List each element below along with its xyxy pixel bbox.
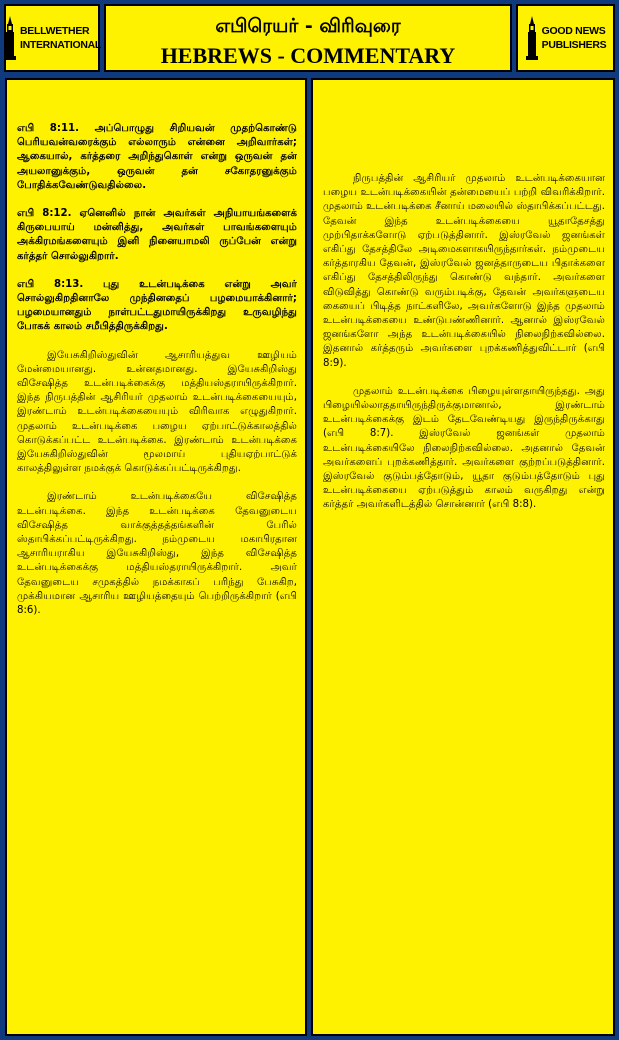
logo-bellwether bbox=[4, 4, 100, 72]
commentary-paragraph: முதலாம் உடன்படிக்கை பிழையுள்ளதாயிருந்தது. அது பிழையில்லாததாயிருந்திருக்குமானால், இரண்டாம் உடன்படிக்கைக்கு இடம் தேடவேண்டியது இருந்திருக்காது (எபி 8:7). இஸ்ரவேல் ஜனங்கள் முதலாம் உடன்படிக்கையிலே நிலைநிற்கவில்லை. அதனால் தேவன் அவர்களைப் புறக்கணித்தார். அவர்களை குற்றப்படுத்தினார். இஸ்ரவேல் குடும்பத்தோடும், யூதா குடும்பத்தோடும் புது உடன்படிக்கையை ஏற்படுத்தும் காலம் வருகிறது என்று கர்த்தர் அவர்களிடத்தில் சொன்னார் (எபி 8:8). bbox=[323, 385, 605, 511]
verse-8-11: எபி 8:11. அப்பொழுது சிறியவன் முதற்கொண்டு பெரியவன்வரைக்கும் எல்லாரும் என்னை அறிவார்கள்; ஆகையால், கர்த்தரை அறிந்துகொள் என்று ஒருவன் தன் அயலானுக்கும், ஒருவன் தன் சகோதரனுக்கும் போதிக்கவேண்டுவதில்லை. bbox=[17, 123, 297, 191]
commentary-paragraph: இரண்டாம் உடன்படிக்கையே விசேஷித்த உடன்படிக்கை. இந்த உடன்படிக்கை தேவனுடைய விசேஷித்த வாக்குத்தத்தங்களின் பேரில் ஸ்தாபிக்கப்பட்டிருக்கிறது. நம்முடைய மகாபிரதான ஆசாரியராகிய இயேசுகிறிஸ்து, இந்த விசேஷித்த உடன்படிக்கைக்கு மத்தியஸ்தராயிருக்கிறார். அவர் தேவனுடைய சமுகத்தில் நமக்காகப் பரிந்து பேசுகிற, முக்கியமான ஆசாரிய ஊழியத்தையும் பெற்றிருக்கிறார் (எபி 8:6). bbox=[17, 491, 297, 617]
title-box bbox=[104, 4, 512, 72]
logo-left-line1: BELLWETHER bbox=[19, 25, 90, 37]
commentary-paragraph: நிருபத்தின் ஆசிரியர் முதலாம் உடன்படிக்கையான பழைய உடன்படிக்கையின் தன்மையைப் பற்றி விவரிக்கிறார். முதலாம் உடன்படிக்கை சீனாய் மலையில் ஸ்தாபிக்கப்பட்டது. தேவன் இந்த உடன்படிக்கையை யூதாதேசத்து முற்பிதாக்களோடு ஏற்படுத்தினார். இஸ்ரவேல் ஜனங்கள் எகிப்து தேசத்திலே அடிமைகளாகயிருந்தார்கள். நம்முடைய கர்த்தாரகிய தேவன், இஸ்ரவேல் ஜனத்தாருடைய பிதாக்களை எகிப்து தேசத்திலிருந்து கொண்டு வந்தார். அவர்களை விடுவித்து கொண்டு வரும்படிக்கு, தேவன் அவர்களுடைய கையைப் பிடித்த நாட்களிலே, அவர்களோடு இந்த முதலாம் உடன்படிக்கையை உண்டுபண்ணினார். ஆனால் இஸ்ரவேல் ஜனங்களோ அந்த உடன்படிக்கையில் நிலைநிற்கவில்லை. இதனால் கர்த்தரும் அவர்களை புறக்கணித்துவிட்டார் (எபி 8:9). bbox=[323, 173, 605, 369]
logo-right-line1: GOOD NEWS bbox=[541, 25, 606, 37]
verse-8-12: எபி 8:12. ஏனெனில் நான் அவர்கள் அநியாயங்களைக் கிருபையாய் மன்னித்து, அவர்கள் பாவங்களையும் அக்கிரமங்களையும் இனி நினையாமலி ருப்பேன் என்று கர்த்தர் சொல்லுகிறார். bbox=[17, 208, 297, 262]
left-column bbox=[5, 78, 307, 1036]
logo-good-news bbox=[516, 4, 615, 72]
verse-8-13: எபி 8:13. புது உடன்படிக்கை என்று அவர் சொல்லுகிறதினாலே முந்தினதைப் பழமையாக்கினார்; பழமையானதும் நாள்பட்டதுமாயிருக்கிறது உருவழிந்து போகக் காலம் சமீபித்திருக்கிறது. bbox=[17, 278, 297, 333]
page-title-english: HEBREWS - COMMENTARY bbox=[160, 43, 456, 68]
page-title-tamil: எபிரெயர் - விரிவுரை bbox=[215, 15, 401, 37]
bell-tower-icon bbox=[3, 16, 17, 60]
commentary-paragraph: இயேசுகிறிஸ்துவின் ஆசாரியத்துவ ஊழியம் மேன்மையானது. உன்னதமானது. இயேசுகிறிஸ்து விசேஷித்த உடன்படிக்கைக்கு மத்தியஸ்தராயிருக்கிறார். இந்த நிருபத்தின் ஆசிரியர் முதலாம் உடன்படிக்கையையும், இரண்டாம் உடன்படிக்கையையும் விரிவாக எழுதுகிறார். முதலாம் உடன்படிக்கை பழைய ஏற்பாட்டுக்காலத்தில் கொடுக்கப்பட்ட உடன்படிக்கை. இரண்டாம் உடன்படிக்கை இயேசுகிறிஸ்துவின் மூலமாய் புதியஏற்பாட்டுக் காலத்திலுள்ள நமக்குக் கொடுக்கப்பட்டிருக்கிறது. bbox=[17, 349, 297, 475]
bell-tower-icon bbox=[525, 16, 539, 60]
logo-right-line2: PUBLISHERS bbox=[541, 39, 607, 51]
right-column bbox=[311, 78, 615, 1036]
logo-left-line2: INTERNATIONAL bbox=[19, 39, 102, 51]
